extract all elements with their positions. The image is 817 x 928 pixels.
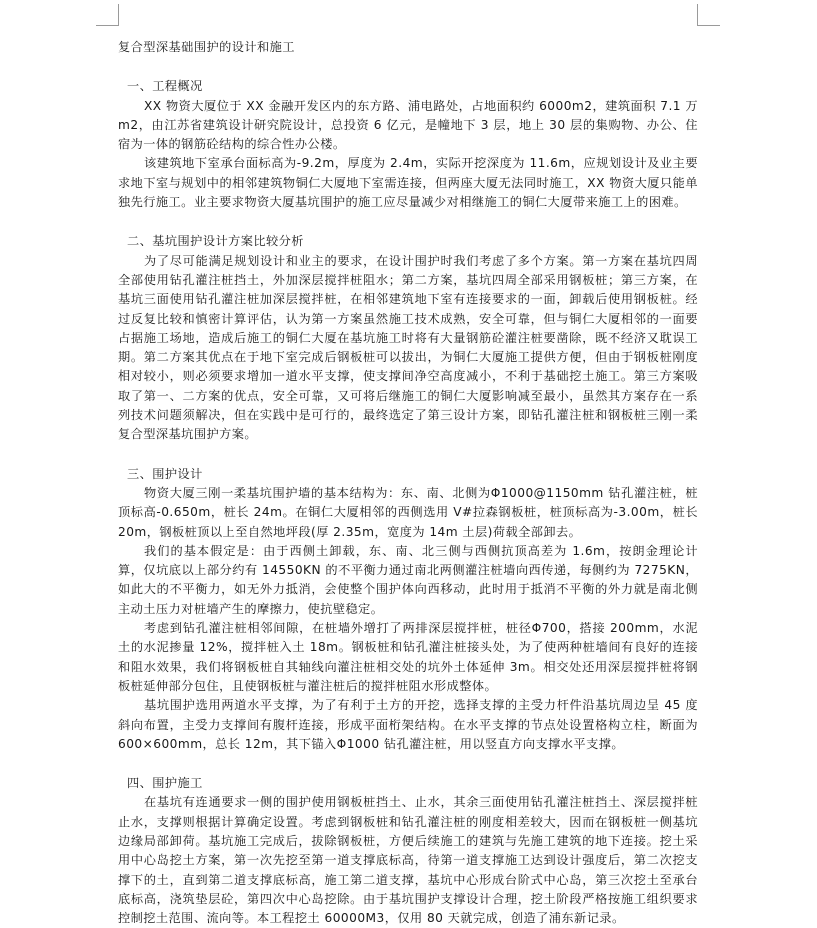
paragraph-spacer xyxy=(118,754,698,774)
crop-mark-top-right xyxy=(697,4,698,26)
paragraph: XX 物资大厦位于 XX 金融开发区内的东方路、浦电路处，占地面积约 6000m2，建筑面积 7.1 万 m2，由江苏省建筑设计研究院设计，总投资 6 亿元，是幢地下 3 层，地上 30 层的集购物、办公、住宿为一体的钢筋砼结构的综合性办公楼。 xyxy=(118,98,698,152)
document-body[interactable] xyxy=(118,38,698,928)
document-title: 复合型深基础围护的设计和施工 xyxy=(118,40,295,54)
section-heading: 一、工程概况 xyxy=(127,79,203,94)
paragraph-spacer xyxy=(118,212,698,232)
paragraph: 该建筑地下室承台面标高为-9.2m，厚度为 2.4m，实际开挖深度为 11.6m，应规划设计及业主要求地下室与规划中的相邻建筑物铜仁大厦地下室需连接，但两座大厦无法同时施工，XX 物资大厦只能单独先行施工。业主要求物资大厦基坑围护的施工应尽量减少对相继施工的铜仁大厦带来施工上的困难。 xyxy=(118,156,698,210)
paragraph: 基坑围护选用两道水平支撑，为了有利于土方的开挖，选择支撑的主受力杆件沿基坑周边呈 45 度斜向布置，主受力支撑间有腹杆连接，形成平面桁架结构。在水平支撑的节点处设置格构立柱，断面为 600×600mm，总长 12m，其下锚入Φ1000 钻孔灌注桩，用以竖直方向支撑水平支撑。 xyxy=(118,698,698,751)
paragraph-spacer xyxy=(118,445,698,465)
section-heading: 四、围护施工 xyxy=(127,776,203,791)
paragraph: 为了尽可能满足规划设计和业主的要求，在设计围护时我们考虑了多个方案。第一方案在基坑四周全部使用钻孔灌注桩挡土，外加深层搅拌桩阻水；第二方案，基坑四周全部采用钢板桩；第三方案，在基坑三面使用钻孔灌注桩加深层搅拌桩，在相邻建筑地下室有连接要求的一面，卸载后使用钢板桩。经过反复比较和慎密计算评估，认为第一方案虽然施工技术成熟，安全可靠，但与铜仁大厦相邻的一面要占据施工场地，造成后施工的铜仁大厦在基坑施工时将有大量钢筋砼灌注桩要凿除，既不经济又耽误工期。第二方案其优点在于地下室完成后钢板桩可以拔出，为铜仁大厦施工提供方便，但由于钢板桩刚度相对较小，则必须要求增加一道水平支撑，使支撑间净空高度减小，不利于基础挖土施工。第三方案吸取了第一、二方案的优点，安全可靠，又可将后继施工的铜仁大厦影响减至最小，虽然其方案存在一系列技术问题须解决，但在实践中是可行的，最终选定了第三设计方案，即钻孔灌注桩和钢板桩三刚一柔复合型深基坑围护方案。 xyxy=(118,253,698,442)
crop-mark-top-left xyxy=(118,4,119,26)
paragraph: 在基坑有连通要求一侧的围护使用钢板桩挡土、止水，其余三面使用钻孔灌注桩挡土、深层搅拌桩止水，支撑则根据计算确定设置。考虑到钢板桩和钻孔灌注桩的刚度相差较大，因而在钢板桩一侧基坑边缘局部卸荷。基坑施工完成后，拔除钢板桩，方便后续施工的建筑与先施工建筑的地下连接。挖土采用中心岛挖土方案，第一次先挖至第一道支撑底标高，待第一道支撑施工达到设计强度后，第二次挖支撑下的土，直到第二道支撑底标高，施工第二道支撑，基坑中心形成台阶式中心岛，第三次挖土至承台底标高，浇筑垫层砼，第四次中心岛挖除。由于基坑围护支撑设计合理，挖土阶段严格按施工组织要求控制挖土范围、流向等。本工程挖土 60000M3，仅用 80 天就完成，创造了浦东新记录。 xyxy=(118,795,698,926)
crop-mark-top-left xyxy=(96,25,119,26)
paragraph: 考虑到钻孔灌注桩相邻间隙，在桩墙外增打了两排深层搅拌桩，桩径Φ700，搭接 200mm，水泥土的水泥掺量 12%，搅拌桩入土 18m。钢板桩和钻孔灌注桩接头处，为了使两种桩墙间有良好的连接和阻水效果，我们将钢板桩自其轴线向灌注桩相交处的坑外土体延伸 3m。相交处还用深层搅拌桩将钢板桩延伸部分包住，且使钢板桩与灌注桩后的搅拌桩阻水形成整体。 xyxy=(118,621,698,693)
paragraph: 我们的基本假定是：由于西侧土卸载，东、南、北三侧与西侧抗顶高差为 1.6m，按朗金理论计算，仅坑底以上部分约有 14550KN 的不平衡力通过南北两侧灌注桩墙向西传递，每侧约为 7275KN，如此大的不平衡力，如无外力抵消，会使整个围护体向西移动，此时用于抵消不平衡的外力就是南北侧主动土压力对桩墙产生的摩擦力，使抗壁稳定。 xyxy=(118,543,698,616)
paragraph: 物资大厦三刚一柔基坑围护墙的基本结构为：东、南、北侧为Φ1000@1150mm 钻孔灌注桩，桩顶标高-0.650m，桩长 24m。在铜仁大厦相邻的西侧选用 V#拉森钢板桩，桩顶标高为-3.00m，桩长 20m，钢板桩顶以上至自然地坪段(厚 2.35m，宽度为 14m 土层)荷载全部卸去。 xyxy=(118,485,698,539)
section-heading: 二、基坑围护设计方案比较分析 xyxy=(127,234,304,249)
section-heading: 三、围护设计 xyxy=(127,466,203,481)
crop-mark-top-right xyxy=(697,25,720,26)
